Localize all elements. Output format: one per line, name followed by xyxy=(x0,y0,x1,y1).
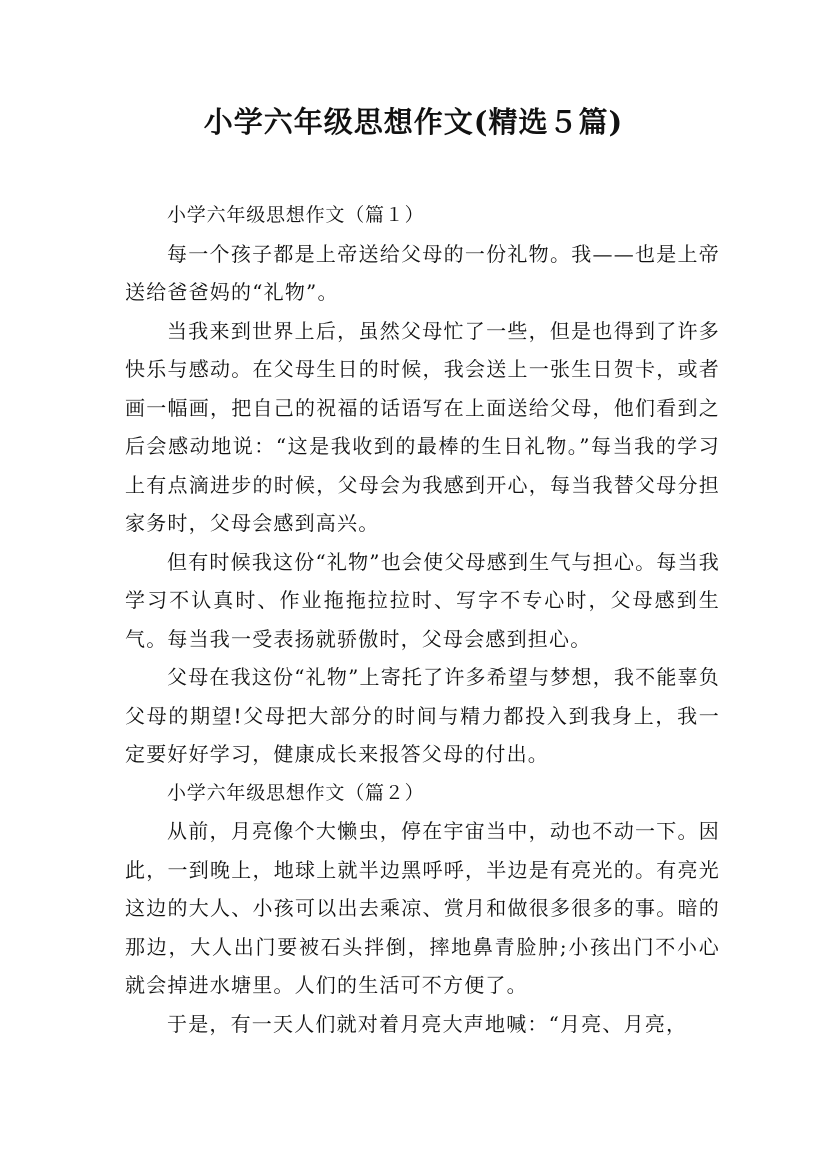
document-title: 小学六年级思想作文(精选５篇) xyxy=(203,105,624,139)
paragraph: 但有时候我这份“礼物”也会使父母感到生气与担心。每当我学习不认真时、作业拖拖拉拉时、写字不专心时，父母感到生气。每当我一受表扬就骄傲时，父母会感到担心。 xyxy=(125,549,720,651)
paragraph: 于是，有一天人们就对着月亮大声地喊：“月亮、月亮， xyxy=(167,1011,688,1036)
paragraph: 每一个孩子都是上帝送给父母的一份礼物。我——也是上帝送给爸爸妈的“礼物”。 xyxy=(125,241,720,304)
document-body xyxy=(125,196,720,1043)
paragraph: 父母在我这份“礼物”上寄托了许多希望与梦想，我不能辜负父母的期望!父母把大部分的时间与精力都投入到我身上，我一定要好好学习，健康成长来报答父母的付出。 xyxy=(125,665,720,766)
section-heading-2: 小学六年级思想作文（篇２） xyxy=(167,781,425,804)
section-heading-1: 小学六年级思想作文（篇１） xyxy=(167,204,425,226)
paragraph: 从前，月亮像个大懒虫，停在宇宙当中，动也不动一下。因此，一到晚上，地球上就半边黑呼呼，半边是有亮光的。有亮光这边的大人、小孩可以出去乘凉、赏月和做很多很多的事。暗的那边，大人出门要被石头拌倒，摔地鼻青脸肿;小孩出门不小心就会掉进水塘里。人们的生活可不方便了。 xyxy=(125,819,720,997)
paragraph: 当我来到世界上后，虽然父母忙了一些，但是也得到了许多快乐与感动。在父母生日的时候，我会送上一张生日贺卡，或者画一幅画，把自己的祝福的话语写在上面送给父母，他们看到之后会感动地说：“这是我收到的最棒的生日礼物。”每当我的学习上有点滴进步的时候，父母会为我感到开心，每当我替父母分担家务时，父母会感到高兴。 xyxy=(125,318,720,535)
